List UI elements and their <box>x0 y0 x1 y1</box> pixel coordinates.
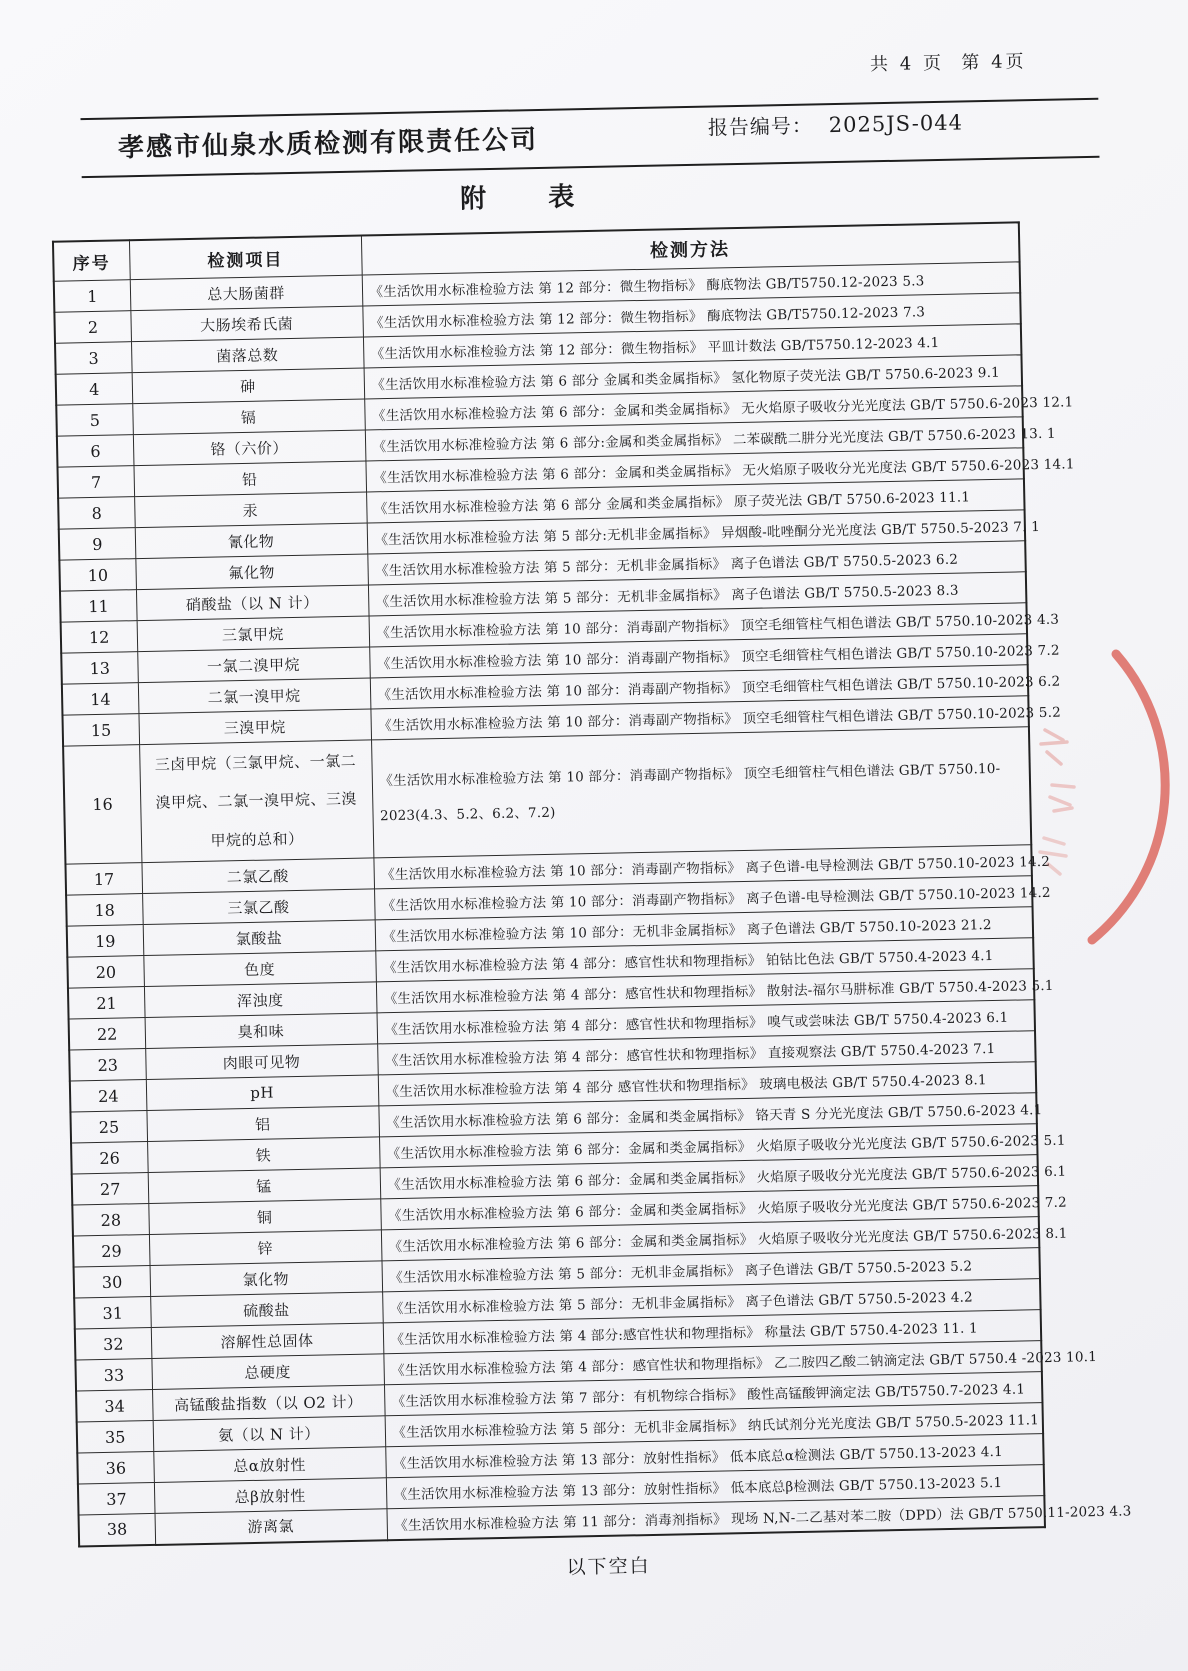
row-method: 《生活饮用水标准检验方法 第 4 部分：感官性状和物理指标》 嗅气或尝味法 GB/T 5750.4-2023 6.1 <box>377 1000 1035 1044</box>
row-method: 《生活饮用水标准检验方法 第 5 部分：无机非金属指标》 纳氏试剂分光光度法 GB/T 5750.5-2023 11.1 <box>385 1403 1043 1447</box>
report-number-value: 2025JS-044 <box>828 110 964 138</box>
row-item: 锰 <box>148 1168 381 1204</box>
row-item: 一氯二溴甲烷 <box>137 647 370 683</box>
row-item: 硫酸盐 <box>150 1292 383 1328</box>
row-no: 7 <box>58 466 135 499</box>
row-no: 31 <box>74 1297 151 1330</box>
row-item: 三氯乙酸 <box>142 889 375 925</box>
row-item: 高锰酸盐指数（以 O2 计） <box>152 1385 385 1421</box>
row-item: 三溴甲烷 <box>138 709 371 745</box>
row-no: 24 <box>70 1080 147 1113</box>
row-method: 《生活饮用水标准检验方法 第 12 部分：微生物指标》 平皿计数法 GB/T5750.12-2023 4.1 <box>363 324 1021 368</box>
row-no: 30 <box>74 1266 151 1299</box>
row-method: 《生活饮用水标准检验方法 第 5 部分：无机非金属指标》 离子色谱法 GB/T 5750.5-2023 4.2 <box>382 1279 1040 1323</box>
row-no: 25 <box>70 1111 147 1144</box>
row-method: 《生活饮用水标准检验方法 第 12 部分：微生物指标》 酶底物法 GB/T5750.12-2023 7.3 <box>362 293 1020 337</box>
row-item: 臭和味 <box>145 1013 378 1049</box>
row-item: pH <box>146 1075 379 1111</box>
row-item: 色度 <box>143 951 376 987</box>
row-method: 《生活饮用水标准检验方法 第 4 部分：感官性状和物理指标》 乙二胺四乙酸二钠滴定法 GB/T 5750.4 -2023 10.1 <box>383 1341 1041 1385</box>
row-item: 硝酸盐（以 N 计） <box>136 585 369 621</box>
row-method: 《生活饮用水标准检验方法 第 10 部分：消毒副产物指标》 顶空毛细管柱气相色谱法 GB/T 5750.10-2023 7.2 <box>369 634 1027 678</box>
row-method: 《生活饮用水标准检验方法 第 4 部分:感官性状和物理指标》 称量法 GB/T 5750.4-2023 11. 1 <box>383 1310 1041 1354</box>
row-item: 总β放射性 <box>154 1478 387 1514</box>
row-no: 19 <box>67 925 144 958</box>
row-no: 18 <box>66 894 143 927</box>
row-method: 《生活饮用水标准检验方法 第 5 部分：无机非金属指标》 离子色谱法 GB/T 5750.5-2023 8.3 <box>368 572 1026 616</box>
row-item: 总α放射性 <box>153 1447 386 1483</box>
methods-table <box>52 221 1132 1547</box>
row-method: 《生活饮用水标准检验方法 第 6 部分：金属和类金属指标》 火焰原子吸收分光光度法 GB/T 5750.6-2023 5.1 <box>379 1124 1037 1168</box>
row-no: 28 <box>72 1204 149 1237</box>
row-no: 29 <box>73 1235 150 1268</box>
row-no: 2 <box>54 311 131 344</box>
row-method: 《生活饮用水标准检验方法 第 10 部分：消毒副产物指标》 顶空毛细管柱气相色谱法 GB/T 5750.10-2023(4.3、5.2、6.2、7.2) <box>371 727 1031 858</box>
row-no: 16 <box>63 745 141 865</box>
row-method: 《生活饮用水标准检验方法 第 6 部分 金属和类金属指标》 氢化物原子荧光法 GB/T 5750.6-2023 9.1 <box>364 355 1022 399</box>
row-no: 22 <box>69 1018 146 1051</box>
row-item: 铅 <box>133 461 366 497</box>
row-method: 《生活饮用水标准检验方法 第 11 部分：消毒剂指标》 现场 N,N-二乙基对苯二胺（DPD）法 GB/T 5750.11-2023 4.3 <box>386 1496 1044 1540</box>
row-no: 26 <box>71 1142 148 1175</box>
row-item: 三卤甲烷（三氯甲烷、一氯二溴甲烷、二氯一溴甲烷、三溴甲烷的总和） <box>139 740 373 863</box>
row-method: 《生活饮用水标准检验方法 第 6 部分：金属和类金属指标》 火焰原子吸收分光光度法 GB/T 5750.6-2023 8.1 <box>381 1217 1039 1261</box>
row-item: 铁 <box>147 1137 380 1173</box>
row-no: 21 <box>68 987 145 1020</box>
company-name: 孝感市仙泉水质检测有限责任公司 <box>117 124 539 164</box>
row-item: 菌落总数 <box>131 337 364 373</box>
row-no: 4 <box>56 373 133 406</box>
table-row <box>63 727 1031 864</box>
row-no: 38 <box>79 1513 156 1546</box>
row-no: 35 <box>77 1420 154 1453</box>
row-method: 《生活饮用水标准检验方法 第 5 部分：无机非金属指标》 离子色谱法 GB/T 5750.5-2023 6.2 <box>367 541 1025 585</box>
row-no: 20 <box>67 956 144 989</box>
row-method: 《生活饮用水标准检验方法 第 10 部分：消毒副产物指标》 离子色谱-电导检测法 GB/T 5750.10-2023 14.2 <box>374 876 1032 920</box>
row-item: 二氯一溴甲烷 <box>138 678 371 714</box>
row-no: 10 <box>59 559 136 592</box>
row-item: 铬（六价） <box>133 430 366 466</box>
page-title: 附 表 <box>459 182 575 215</box>
row-no: 34 <box>76 1389 153 1422</box>
row-item: 总大肠菌群 <box>130 275 363 311</box>
row-method: 《生活饮用水标准检验方法 第 6 部分:金属和类金属指标》 二苯碳酰二肼分光光度法 GB/T 5750.6-2023 13. 1 <box>365 417 1023 461</box>
row-method: 《生活饮用水标准检验方法 第 4 部分：感官性状和物理指标》 散射法-福尔马肼标准 GB/T 5750.4-2023 5.1 <box>376 969 1034 1013</box>
row-no: 32 <box>75 1327 152 1360</box>
row-item: 溶解性总固体 <box>151 1323 384 1359</box>
row-method: 《生活饮用水标准检验方法 第 4 部分：感官性状和物理指标》 铂钴比色法 GB/T 5750.4-2023 4.1 <box>375 938 1033 982</box>
row-item: 三氯甲烷 <box>137 616 370 652</box>
row-item: 氨（以 N 计） <box>153 1416 386 1452</box>
row-method: 《生活饮用水标准检验方法 第 10 部分：消毒副产物指标》 顶空毛细管柱气相色谱法 GB/T 5750.10-2023 5.2 <box>370 696 1028 740</box>
row-item: 氯酸盐 <box>143 920 376 956</box>
row-method: 《生活饮用水标准检验方法 第 5 部分：无机非金属指标》 离子色谱法 GB/T 5750.5-2023 5.2 <box>381 1248 1039 1292</box>
row-item: 氟化物 <box>135 554 368 590</box>
row-method: 《生活饮用水标准检验方法 第 4 部分 感官性状和物理指标》 玻璃电极法 GB/T 5750.4-2023 8.1 <box>378 1062 1036 1106</box>
row-method: 《生活饮用水标准检验方法 第 6 部分：金属和类金属指标》 无火焰原子吸收分光光度法 GB/T 5750.6-2023 14.1 <box>365 448 1023 492</box>
row-item: 铜 <box>148 1199 381 1235</box>
row-method: 《生活饮用水标准检验方法 第 6 部分：金属和类金属指标》 火焰原子吸收分光光度法 GB/T 5750.6-2023 6.1 <box>380 1155 1038 1199</box>
row-item: 二氯乙酸 <box>141 858 374 894</box>
row-no: 27 <box>72 1173 149 1206</box>
row-no: 3 <box>55 342 132 375</box>
row-no: 13 <box>61 652 138 685</box>
row-item: 大肠埃希氏菌 <box>130 306 363 342</box>
row-method: 《生活饮用水标准检验方法 第 10 部分：消毒副产物指标》 顶空毛细管柱气相色谱法 GB/T 5750.10-2023 6.2 <box>370 665 1028 709</box>
row-method: 《生活饮用水标准检验方法 第 6 部分 金属和类金属指标》 原子荧光法 GB/T 5750.6-2023 11.1 <box>366 479 1024 523</box>
col-header-method: 检测方法 <box>361 222 1020 275</box>
row-method: 《生活饮用水标准检验方法 第 6 部分：金属和类金属指标》 火焰原子吸收分光光度法 GB/T 5750.6-2023 7.2 <box>380 1186 1038 1230</box>
row-item: 肉眼可见物 <box>145 1044 378 1080</box>
row-no: 11 <box>60 590 137 623</box>
row-no: 12 <box>61 621 138 654</box>
row-item: 锌 <box>149 1230 382 1266</box>
below-blank-note: 以下空白 <box>566 1555 651 1579</box>
row-no: 8 <box>58 497 135 530</box>
row-method: 《生活饮用水标准检验方法 第 10 部分：消毒副产物指标》 顶空毛细管柱气相色谱法 GB/T 5750.10-2023 4.3 <box>369 603 1027 647</box>
row-item: 浑浊度 <box>144 982 377 1018</box>
row-item: 铝 <box>146 1106 379 1142</box>
row-no: 23 <box>69 1049 146 1082</box>
row-item: 汞 <box>134 492 367 528</box>
row-item: 砷 <box>132 368 365 404</box>
row-method: 《生活饮用水标准检验方法 第 6 部分：金属和类金属指标》 铬天青 S 分光光度法 GB/T 5750.6-2023 4.1 <box>378 1093 1036 1137</box>
row-method: 《生活饮用水标准检验方法 第 5 部分:无机非金属指标》 异烟酸-吡唑酮分光光度法 GB/T 5750.5-2023 7. 1 <box>367 510 1025 554</box>
row-no: 1 <box>54 280 131 313</box>
row-method: 《生活饮用水标准检验方法 第 10 部分：消毒副产物指标》 离子色谱-电导检测法 GB/T 5750.10-2023 14.2 <box>373 845 1031 889</box>
row-no: 36 <box>77 1451 154 1484</box>
row-item: 氰化物 <box>135 523 368 559</box>
row-no: 14 <box>62 683 139 716</box>
row-item: 总硬度 <box>151 1354 384 1390</box>
row-method: 《生活饮用水标准检验方法 第 13 部分：放射性指标》 低本底总β检测法 GB/T 5750.13-2023 5.1 <box>386 1465 1044 1509</box>
row-no: 5 <box>56 404 133 437</box>
row-method: 《生活饮用水标准检验方法 第 6 部分：金属和类金属指标》 无火焰原子吸收分光光度法 GB/T 5750.6-2023 12.1 <box>364 386 1022 430</box>
page-count: 共 4 页 第 4页 <box>869 51 1027 76</box>
row-method: 《生活饮用水标准检验方法 第 12 部分：微生物指标》 酶底物法 GB/T5750.12-2023 5.3 <box>362 262 1020 306</box>
report-number <box>707 106 963 140</box>
col-header-no: 序号 <box>53 240 130 281</box>
row-no: 6 <box>57 435 134 468</box>
row-method: 《生活饮用水标准检验方法 第 7 部分：有机物综合指标》 酸性高锰酸钾滴定法 GB/T5750.7-2023 4.1 <box>384 1372 1042 1416</box>
row-no: 9 <box>59 528 136 561</box>
row-item: 氯化物 <box>150 1261 383 1297</box>
row-no: 15 <box>62 714 139 747</box>
row-item: 镉 <box>132 399 365 435</box>
report-number-label: 报告编号： <box>707 113 814 140</box>
col-header-item: 检测项目 <box>129 236 362 280</box>
row-method: 《生活饮用水标准检验方法 第 13 部分：放射性指标》 低本底总α检测法 GB/T 5750.13-2023 4.1 <box>385 1434 1043 1478</box>
row-item: 游离氯 <box>155 1509 388 1545</box>
row-no: 33 <box>75 1358 152 1391</box>
row-method: 《生活饮用水标准检验方法 第 10 部分：无机非金属指标》 离子色谱法 GB/T 5750.10-2023 21.2 <box>375 907 1033 951</box>
row-no: 17 <box>65 863 142 896</box>
row-method: 《生活饮用水标准检验方法 第 4 部分：感官性状和物理指标》 直接观察法 GB/T 5750.4-2023 7.1 <box>377 1031 1035 1075</box>
row-no: 37 <box>78 1482 155 1515</box>
